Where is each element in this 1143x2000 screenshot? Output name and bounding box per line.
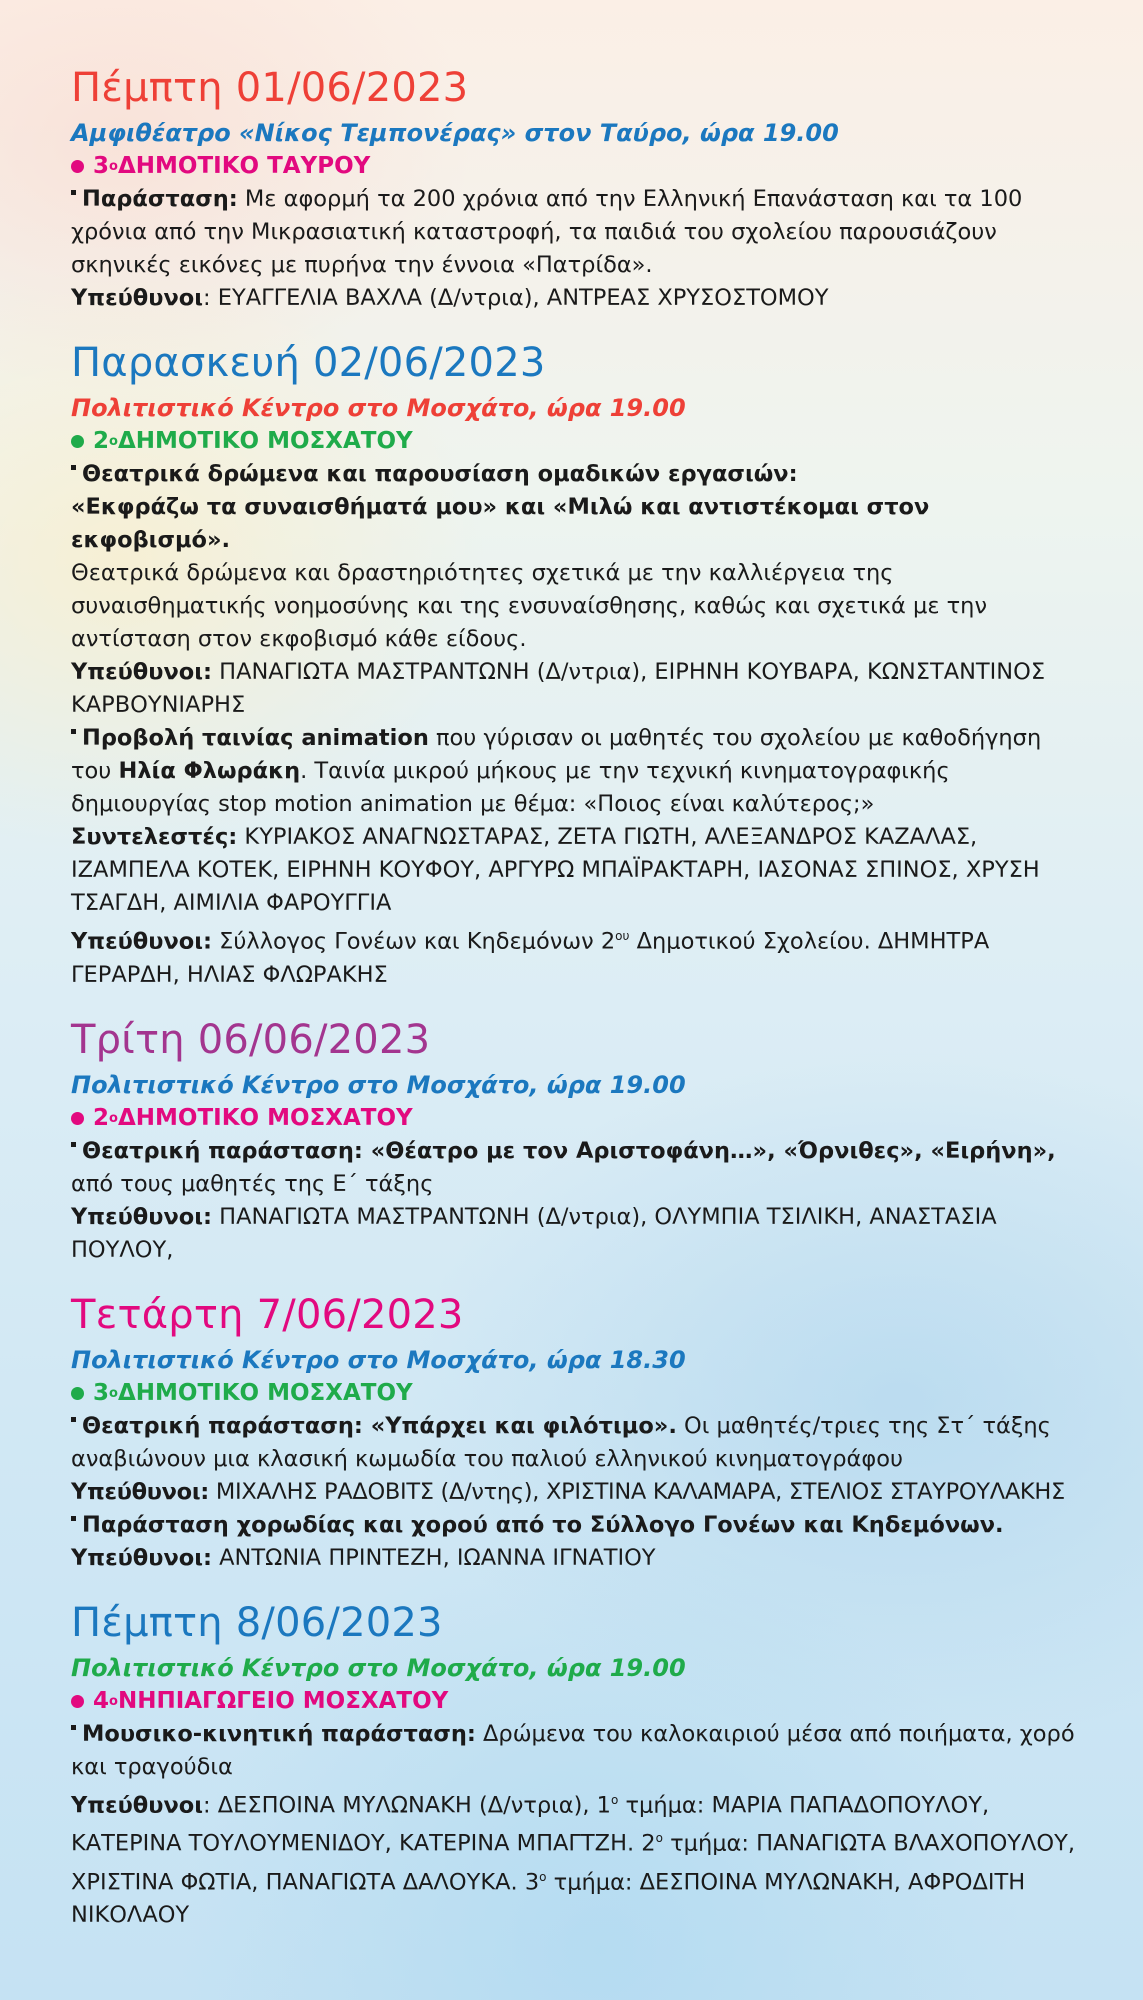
event-description: Θεατρική παράσταση: «Υπάρχει και φιλότιμο». Οι μαθητές/τριες της Στ΄ τάξης αναβιώνουν μια κλασική κωμωδία του παλιού ελληνικού κινηματογράφου: [71, 1412, 1051, 1472]
event-description: Θεατρικά δρώμενα και δραστηριότητες σχετικά με την καλλιέργεια της συναισθηματικής νοημοσύνης και της ενσυναίσθησης, καθώς και σχετικά με την αντίσταση στον εκφοβισμό κάθε είδους.: [71, 560, 988, 652]
bullet-dot-icon: [71, 1387, 84, 1400]
square-bullet-icon: [71, 1417, 76, 1422]
square-bullet-icon: [71, 1142, 76, 1147]
school-name: 3 ο ΔΗΜΟΤΙΚΟ ΜΟΣΧΑΤΟΥ: [71, 1377, 1081, 1410]
event-activity-subtitle: «Εκφράζω τα συναισθήματά μου» και «Μιλώ και αντιστέκομαι στον εκφοβισμό».: [71, 494, 930, 553]
event-date: Παρασκευή 02/06/2023: [71, 340, 546, 386]
school-name: 2 ο ΔΗΜΟΤΙΚΟ ΜΟΣΧΑΤΟΥ: [71, 425, 1081, 458]
event-responsible: Υπεύθυνοι: Σύλλογος Γονέων και Κηδεμόνων $2^{o\upsilon}$ Δημοτικού Σχολείου. ΔΗΜΗΤΡΑ ΓΕΡΑΡΔΗ, ΗΛΙΑΣ ΦΛΩΡΑΚΗΣ: [71, 928, 990, 988]
square-bullet-icon: [71, 729, 76, 734]
school-name: 2 ο ΔΗΜΟΤΙΚΟ ΜΟΣΧΑΤΟΥ: [71, 1102, 1081, 1135]
event-responsible: Υπεύθυνοι: ΠΑΝΑΓΙΩΤΑ ΜΑΣΤΡΑΝΤΩΝΗ (Δ/ντρια), ΟΛΥΜΠΙΑ ΤΣΙΛΙΚΗ, ΑΝΑΣΤΑΣΙΑ ΠΟΥΛΟΥ,: [71, 1203, 997, 1263]
event-venue: Αμφιθέατρο «Νίκος Τεμπονέρας» στον Ταύρο, ώρα 19.00: [71, 119, 839, 147]
event-venue: Πολιτιστικό Κέντρο στο Μοσχάτο, ώρα 19.00: [71, 1653, 686, 1682]
event-description: Παράσταση: Με αφορμή τα 200 χρόνια από την Ελληνική Επανάσταση και τα 100 χρόνια από την Μικρασιατική καταστροφή, τα παιδιά του σχολείου παρουσιάζουν σκηνικές εικόνες με πυρήνα την έννοια «Πατρίδα».: [71, 186, 1023, 278]
event-responsible: Υπεύθυνοι: ΑΝΤΩΝΙΑ ΠΡΙΝΤΕΖΗ, ΙΩΑΝΝΑ ΙΓΝΑΤΙΟΥ: [71, 1544, 656, 1571]
event-film-description: Προβολή ταινίας animation που γύρισαν οι μαθητές του σχολείου με καθοδήγηση του Ηλία Φλωράκη. Ταινία μικρού μήκους με την τεχνική κινηματογραφικής δημιουργίας stop motion animation με θέμα: «Ποιος είναι καλύτερος;»: [71, 725, 1042, 817]
event-2023-06-06: [71, 1012, 1081, 1267]
event-responsible: Υπεύθυνοι: ΜΙΧΑΛΗΣ ΡΑΔΟΒΙΤΣ (Δ/ντης), ΧΡΙΣΤΙΝΑ ΚΑΛΑΜΑΡΑ, ΣΤΕΛΙΟΣ ΣΤΑΥΡΟΥΛΑΚΗΣ: [71, 1478, 1065, 1505]
event-credits: Συντελεστές: ΚΥΡΙΑΚΟΣ ΑΝΑΓΝΩΣΤΑΡΑΣ, ΖΕΤΑ ΓΙΩΤΗ, ΑΛΕΞΑΝΔΡΟΣ ΚΑΖΑΛΑΣ, ΙΖΑΜΠΕΛΑ ΚΟΤΕΚ, ΕΙΡΗΝΗ ΚΟΥΦΟΥ, ΑΡΓΥΡΩ ΜΠΑΪΡΑΚΤΑΡΗ, ΙΑΣΟΝΑΣ ΣΠΙΝΟΣ, ΧΡΥΣΗ ΤΣΑΓΔΗ, ΑΙΜΙΛΙΑ ΦΑΡΟΥΓΓΙΑ: [71, 824, 1040, 916]
event-2023-06-01: [71, 60, 1081, 315]
event-description: Μουσικο-κινητική παράσταση: Δρώμενα του καλοκαιριού μέσα από ποιήματα, χορό και τραγούδια: [71, 1720, 1075, 1780]
event-date: Τρίτη 06/06/2023: [71, 1016, 431, 1063]
square-bullet-icon: [71, 1725, 76, 1730]
event-activity-title: Θεατρικά δρώμενα και παρουσίαση ομαδικών εργασιών:: [71, 458, 1081, 491]
event-venue: Πολιτιστικό Κέντρο στο Μοσχάτο, ώρα 19.00: [71, 1070, 686, 1099]
bullet-dot-icon: [71, 160, 84, 173]
bullet-dot-icon: [71, 1695, 84, 1708]
event-responsible: Υπεύθυνοι: ΔΕΣΠΟΙΝΑ ΜΥΛΩΝΑΚΗ (Δ/ντρια), $1^o$ τμήμα: ΜΑΡΙΑ ΠΑΠΑΔΟΠΟΥΛΟΥ, ΚΑΤΕΡΙΝΑ ΤΟΥΛΟΥΜΕΝΙΔΟΥ, ΚΑΤΕΡΙΝΑ ΜΠΑΓΤΖΗ. $2^o$ τμήμα: ΠΑΝΑΓΙΩΤΑ ΒΛΑΧΟΠΟΥΛΟΥ, ΧΡΙΣΤΙΝΑ ΦΩΤΙΑ, ΠΑΝΑΓΙΩΤΑ ΔΑΛΟΥΚΑ. $3^o$ τμήμα: ΔΕΣΠΟΙΝΑ ΜΥΛΩΝΑΚΗ, ΑΦΡΟΔΙΤΗ ΝΙΚΟΛΑΟΥ: [71, 1792, 1076, 1928]
bullet-dot-icon: [71, 435, 84, 448]
program-page: [71, 60, 1081, 1952]
event-responsible: Υπεύθυνοι: ΠΑΝΑΓΙΩΤΑ ΜΑΣΤΡΑΝΤΩΝΗ (Δ/ντρια), ΕΙΡΗΝΗ ΚΟΥΒΑΡΑ, ΚΩΝΣΤΑΝΤΙΝΟΣ ΚΑΡΒΟΥΝΙΑΡΗΣ: [71, 659, 1046, 718]
event-choir-description: Παράσταση χορωδίας και χορού από το Σύλλογο Γονέων και Κηδεμόνων.: [71, 1509, 1081, 1542]
event-2023-06-02: [71, 335, 1081, 992]
event-description: Θεατρική παράσταση: «Θέατρο με τον Αριστοφάνη…», «Όρνιθες», «Ειρήνη», από τους μαθητές της Ε΄ τάξης: [71, 1137, 1056, 1197]
event-2023-06-07: [71, 1287, 1081, 1575]
square-bullet-icon: [71, 465, 76, 470]
event-responsible: Υπεύθυνοι: ΕΥΑΓΓΕΛΙΑ ΒΑΧΛΑ (Δ/ντρια), ΑΝΤΡΕΑΣ ΧΡΥΣΟΣΤΟΜΟΥ: [71, 285, 829, 311]
school-name: 4 ο ΝΗΠΙΑΓΩΓΕΙΟ ΜΟΣΧΑΤΟΥ: [71, 1685, 1081, 1718]
event-venue: Πολιτιστικό Κέντρο στο Μοσχάτο, ώρα 19.00: [71, 394, 686, 422]
square-bullet-icon: [71, 190, 76, 195]
event-date: Πέμπτη 01/06/2023: [71, 65, 469, 111]
event-date: Πέμπτη 8/06/2023: [71, 1599, 443, 1646]
school-name: 3 ο ΔΗΜΟΤΙΚΟ ΤΑΥΡΟΥ: [71, 150, 1081, 183]
event-2023-06-08: [71, 1595, 1081, 1933]
square-bullet-icon: [71, 1516, 76, 1521]
event-date: Τετάρτη 7/06/2023: [71, 1291, 464, 1338]
event-venue: Πολιτιστικό Κέντρο στο Μοσχάτο, ώρα 18.30: [71, 1345, 686, 1374]
bullet-dot-icon: [71, 1112, 84, 1125]
